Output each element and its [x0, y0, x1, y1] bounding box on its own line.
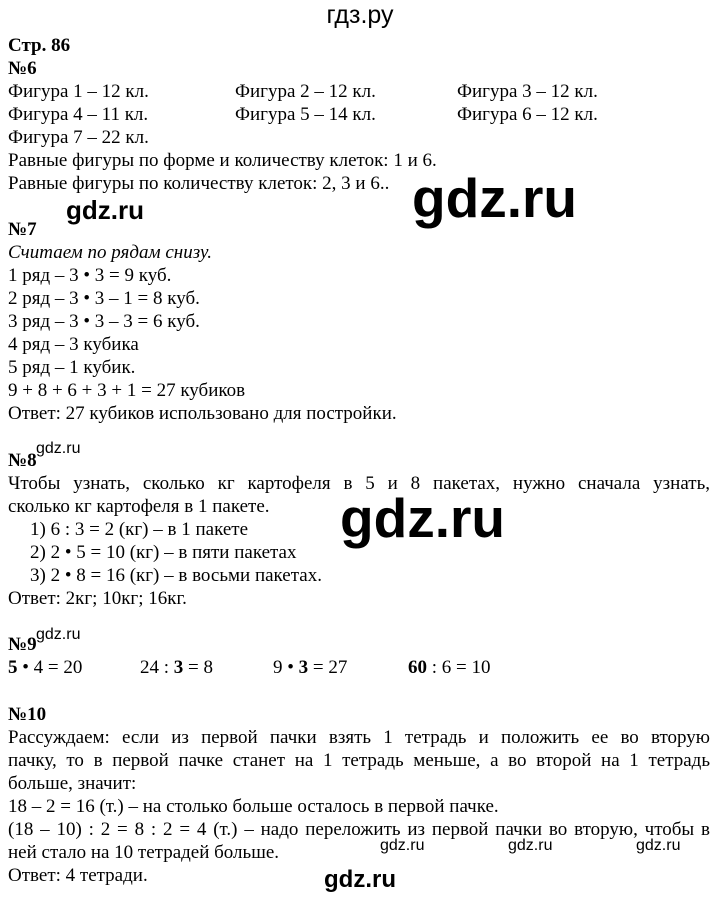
exercise-6-line-1: Равные фигуры по форме и количеству клеток: 1 и 6.	[8, 150, 437, 171]
figure-7: Фигура 7 – 22 кл.	[8, 127, 149, 148]
exercise-10-calc-1: 18 – 2 = 16 (т.) – на столько больше осталось в первой пачке.	[8, 796, 499, 817]
exercise-7-intro: Считаем по рядам снизу.	[8, 242, 212, 263]
site-footer: gdz.ru	[324, 866, 396, 893]
exercise-10-number: №10	[8, 704, 47, 725]
exercise-10-paragraph-1: Рассуждаем: если из первой пачки взять 1 тетрадь и положить ее во вторую	[8, 727, 710, 748]
figure-4: Фигура 4 – 11 кл.	[8, 104, 149, 125]
exercise-8-number: №8	[8, 450, 37, 471]
watermark-small-1: gdz.ru	[36, 440, 81, 457]
exercise-10-calc-2a: (18 – 10) : 2 = 8 : 2 = 4 (т.) – надо переложить из первой пачки во вторую, чтобы в	[8, 819, 710, 840]
page-reference: Стр. 86	[8, 35, 71, 56]
watermark-small-3: gdz.ru	[380, 837, 425, 854]
equation-1: 5 • 4 = 20	[8, 657, 83, 678]
watermark-small-2: gdz.ru	[36, 626, 81, 643]
exercise-7-number: №7	[8, 219, 37, 240]
equation-3: 9 • 3 = 27	[273, 657, 348, 678]
exercise-7-sum: 9 + 8 + 6 + 3 + 1 = 27 кубиков	[8, 380, 246, 401]
row-5: 5 ряд – 1 кубик.	[8, 357, 136, 378]
exercise-9-number: №9	[8, 634, 37, 655]
exercise-8-answer: Ответ: 2кг; 10кг; 16кг.	[8, 588, 187, 609]
watermark-large-1: gdz.ru	[412, 167, 577, 229]
exercise-8-step-1: 1) 6 : 3 = 2 (кг) – в 1 пакете	[30, 519, 248, 540]
exercise-8-step-3: 3) 2 • 8 = 16 (кг) – в восьми пакетах.	[30, 565, 322, 586]
exercise-10-calc-2b: ней стало на 10 тетрадей больше.	[8, 842, 280, 863]
figure-6: Фигура 6 – 12 кл.	[457, 104, 598, 125]
row-4: 4 ряд – 3 кубика	[8, 334, 139, 355]
figure-1: Фигура 1 – 12 кл.	[8, 81, 149, 102]
figure-3: Фигура 3 – 12 кл.	[457, 81, 598, 102]
exercise-8-text-line-1: Чтобы узнать, сколько кг картофеля в 5 и 8 пакетах, нужно сначала узнать,	[8, 473, 710, 494]
exercise-6-number: №6	[8, 58, 37, 79]
row-1: 1 ряд – 3 • 3 = 9 куб.	[8, 265, 172, 286]
row-2: 2 ряд – 3 • 3 – 1 = 8 куб.	[8, 288, 200, 309]
watermark-medium: gdz.ru	[66, 195, 144, 225]
figure-5: Фигура 5 – 14 кл.	[235, 104, 376, 125]
watermark-small-5: gdz.ru	[636, 837, 681, 854]
site-header: гдз.ру	[326, 1, 394, 29]
exercise-8-text-line-2: сколько кг картофеля в 1 пакете.	[8, 496, 270, 517]
exercise-10-paragraph-2: пачку, то в первой пачке станет на 1 тетрадь меньше, а во второй на 1 тетрадь	[8, 750, 710, 771]
watermark-small-4: gdz.ru	[508, 837, 553, 854]
equation-2: 24 : 3 = 8	[140, 657, 213, 678]
exercise-8-step-2: 2) 2 • 5 = 10 (кг) – в пяти пакетах	[30, 542, 297, 563]
figure-2: Фигура 2 – 12 кл.	[235, 81, 376, 102]
exercise-6-line-2: Равные фигуры по количеству клеток: 2, 3 и 6..	[8, 173, 390, 194]
row-3: 3 ряд – 3 • 3 – 3 = 6 куб.	[8, 311, 200, 332]
exercise-10-paragraph-3: больше, значит:	[8, 773, 137, 794]
exercise-10-answer: Ответ: 4 тетради.	[8, 865, 148, 886]
watermark-large-2: gdz.ru	[340, 487, 505, 549]
equation-4: 60 : 6 = 10	[408, 657, 491, 678]
exercise-7-answer: Ответ: 27 кубиков использовано для постройки.	[8, 403, 397, 424]
